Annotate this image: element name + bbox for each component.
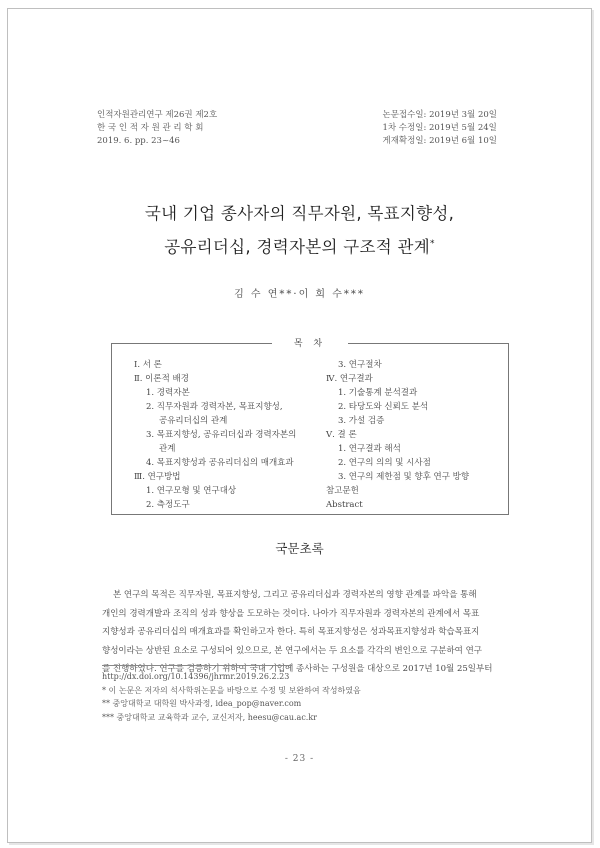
journal-info-line: 인적자원관리연구 제26권 제2호 (97, 110, 218, 120)
toc-item: Ⅳ. 연구결과 (326, 374, 373, 384)
paper-title-line-2-text: 공유리더십, 경력자본의 구조적 관계 (164, 237, 430, 257)
table-of-contents (111, 339, 509, 515)
toc-item: 3. 연구절차 (338, 360, 382, 370)
toc-item: 참고문헌 (326, 486, 359, 496)
toc-item: Abstract (326, 500, 363, 510)
toc-item: 1. 연구결과 해석 (338, 444, 401, 454)
toc-item: 2. 타당도와 신뢰도 분석 (338, 402, 429, 412)
toc-column-right (320, 358, 500, 512)
toc-item: 3. 목표지향성, 공유리더십과 경력자본의 (146, 430, 297, 440)
author-line: 김 수 연**·이 희 수*** (234, 289, 365, 300)
page-number: - 23 - (284, 754, 315, 764)
toc-item: Ⅲ. 연구방법 (134, 472, 181, 482)
toc-item: 1. 연구모형 및 연구대상 (146, 486, 237, 496)
paper-title-line-2 (8, 229, 591, 263)
toc-label: 목 차 (272, 336, 348, 349)
abstract-line: 를 진행하였다. 연구를 검증하기 위하여 국내 기업에 종사하는 구성원을 대상으로 2017년 10월 25일부터 (102, 664, 493, 674)
toc-item: 2. 직무자원과 경력자본, 목표지향성, (146, 402, 283, 412)
toc-item: Ⅴ. 결 론 (326, 430, 357, 440)
toc-item: Ⅱ. 이론적 배경 (134, 374, 189, 384)
abstract-heading: 국문초록 (275, 541, 324, 556)
footnote-divider (102, 665, 292, 666)
toc-item: 2. 연구의 의의 및 시사점 (338, 458, 431, 468)
abstract-line: 개인의 경력개발과 조직의 성과 향상을 도모하는 것이다. 나아가 직무자원과 경력자본의 관계에서 목표 (102, 608, 480, 619)
journal-info-line: 한 국 인 적 자 원 관 리 학 회 (97, 123, 204, 133)
submission-date-line: 1차 수정일: 2019년 5월 24일 (382, 123, 497, 133)
toc-item: 3. 연구의 제한점 및 향후 연구 방향 (338, 472, 470, 482)
submission-date-line: 논문접수일: 2019년 3월 20일 (382, 110, 497, 120)
footnote-item: *** 중앙대학교 교육학과 교수, 교신저자, heesu@cau.ac.kr (102, 712, 318, 722)
toc-item: 3. 가설 검증 (338, 416, 385, 426)
submission-date-line: 게재확정일: 2019년 6월 10일 (382, 136, 497, 146)
footnote-item: ** 중앙대학교 대학원 박사과정, idea_pop@naver.com (102, 699, 302, 708)
journal-info (97, 109, 217, 148)
footnote-item: * 이 논문은 저자의 석사학위논문을 바탕으로 수정 및 보완하여 작성하였음 (102, 685, 361, 695)
toc-column-left (128, 358, 308, 512)
toc-item: 4. 목표지향성과 공유리더십의 매개효과 (146, 458, 294, 468)
toc-item: 관계 (159, 444, 176, 454)
toc-item: 2. 측정도구 (146, 500, 190, 510)
toc-item: 1. 경력자본 (146, 388, 190, 398)
doi-link[interactable]: http://dx.doi.org/10.14396/jhrmr.2019.26.2.23 (102, 672, 290, 681)
abstract-line: 본 연구의 목적은 직무자원, 목표지향성, 그리고 공유리더십과 경력자본의 영향 관계를 파악을 통해 (113, 590, 477, 600)
paper-title-line-1: 국내 기업 종사자의 직무자원, 목표지향성, (144, 204, 455, 223)
submission-dates (382, 109, 497, 148)
paper-title (8, 199, 591, 263)
toc-item: 공유리더십의 관계 (159, 416, 228, 426)
abstract-line: 향성이라는 상반된 요소로 구성되어 있으므로, 본 연구에서는 두 요소를 각각의 변인으로 구분하여 연구 (102, 645, 482, 656)
toc-item: 1. 기술통계 분석결과 (338, 388, 418, 398)
title-footnote-mark: * (429, 239, 435, 249)
page-sheet (7, 8, 592, 843)
abstract-line: 지향성과 공유리더십의 매개효과를 확인하고자 한다. 특히 목표지향성은 성과목표지향성과 학습목표지 (102, 627, 480, 637)
toc-item: Ⅰ. 서 론 (134, 360, 162, 370)
footnotes (102, 670, 361, 724)
journal-info-line: 2019. 6. pp. 23~46 (97, 136, 180, 146)
